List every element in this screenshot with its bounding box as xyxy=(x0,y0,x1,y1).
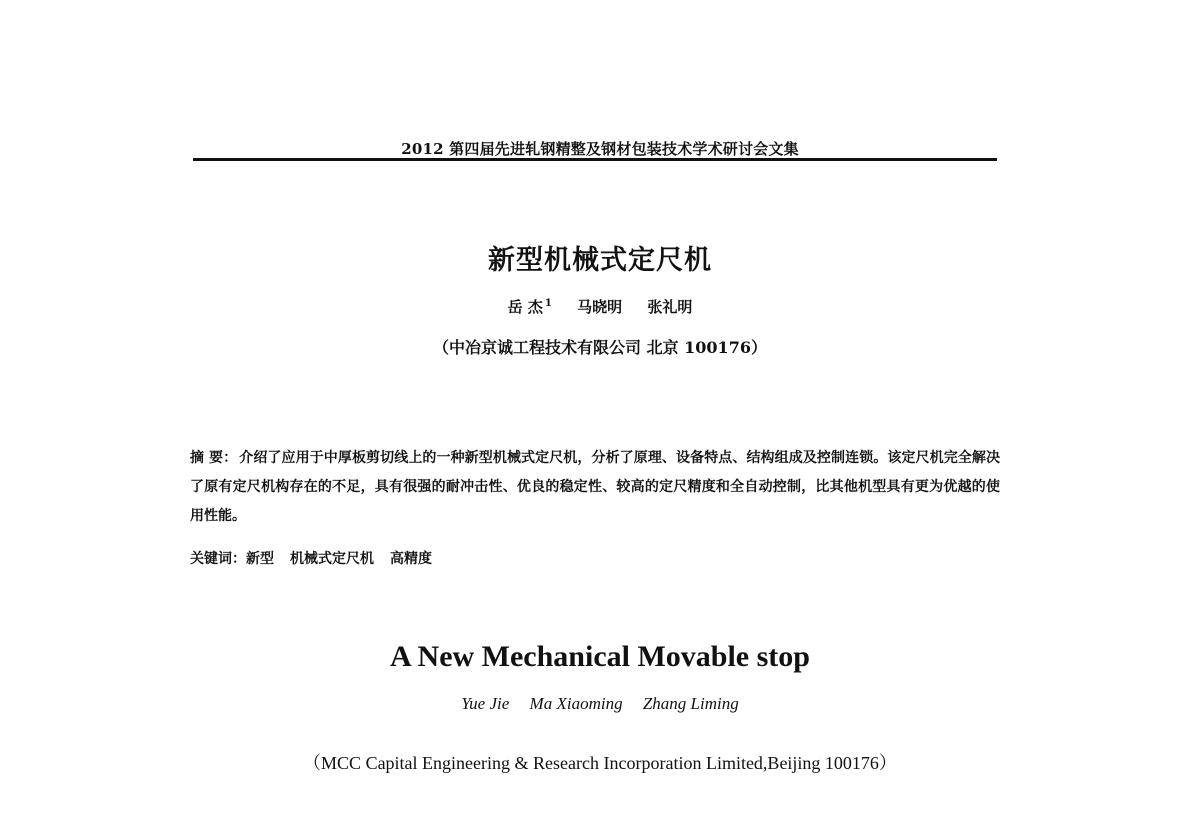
page-title-en: A New Mechanical Movable stop xyxy=(390,640,810,673)
author-cn-1-footnote: 1 xyxy=(544,298,552,309)
running-header: 2012 第四届先进轧钢精整及钢材包装技术学术研讨会文集 xyxy=(401,140,799,158)
abstract-label: 摘 要： xyxy=(190,450,238,466)
header-rule xyxy=(193,158,997,161)
author-cn-1: 岳 杰 $^1$ xyxy=(507,298,552,316)
abstract-text: 介绍了应用于中厚板剪切线上的一种新型机械式定尺机，分析了原理、设备特点、结构组成及控制连锁。该定尺机完全解决了原有定尺机构存在的不足，具有很强的耐冲击性、优良的稳定性、较高的定尺精度和全自动控制，比其他机型具有更为优越的使用性能。 xyxy=(190,450,1000,524)
affiliation-cn: （中冶京诚工程技术有限公司 北京 100176） xyxy=(433,338,767,357)
author-en-1: Yue Jie xyxy=(461,694,510,713)
authors-cn xyxy=(0,296,1200,317)
author-cn-2: 马晓明 xyxy=(577,298,623,316)
author-en-3: Zhang Liming xyxy=(642,694,739,713)
keyword-item: 机械式定尺机 xyxy=(290,551,374,567)
page-title-cn: 新型机械式定尺机 xyxy=(488,245,712,276)
keywords-label: 关键词： xyxy=(190,551,246,567)
author-en-2: Ma Xiaoming xyxy=(529,694,623,713)
abstract xyxy=(190,444,1000,531)
author-cn-3: 张礼明 xyxy=(647,298,693,316)
authors-en xyxy=(0,694,1200,714)
keywords xyxy=(190,548,1000,568)
affiliation-en: （MCC Capital Engineering & Research Incorporation Limited,Beijing 100176） xyxy=(303,753,897,773)
keyword-item: 新型 xyxy=(246,551,274,567)
keyword-item: 高精度 xyxy=(390,551,432,567)
